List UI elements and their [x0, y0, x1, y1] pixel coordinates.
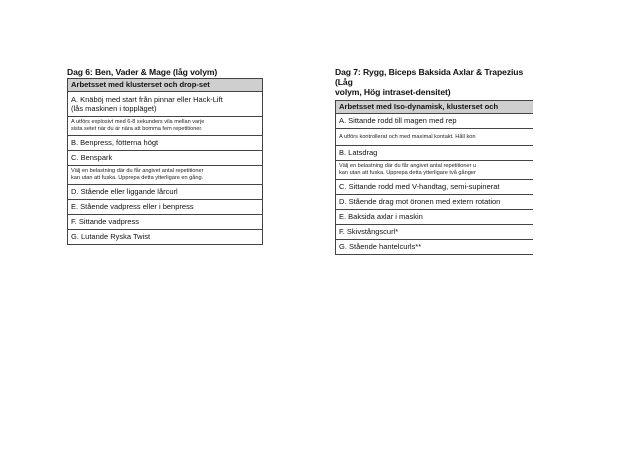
day6-exercise-c: C. Benspark — [68, 151, 262, 166]
day6-note-a: A utförs explosivt med 6-8 sekunders vila mellan varje sista setet när du är nära att bomma fem repetitioner. — [68, 117, 262, 136]
day7-exercise-c: C. Sittande rodd med V-handtag, semi-supinerat — [336, 180, 533, 195]
day6-exercise-d: D. Stående eller liggande lårcurl — [68, 185, 262, 200]
day6-note-c: Välj en belastning där du får angivet antal repetitioner kan utan att fuska. Upprepa detta ytterligare en gång. — [68, 166, 262, 185]
day7-section — [335, 67, 533, 255]
day7-exercise-e: E. Baksida axlar i maskin — [336, 210, 533, 225]
day7-exercise-b: B. Latsdrag — [336, 146, 533, 161]
day6-exercise-f: F. Sittande vadpress — [68, 215, 262, 230]
day7-table-header: Arbetsset med Iso-dynamisk, klusterset och — [336, 101, 533, 114]
day6-table-header: Arbetsset med klusterset och drop-set — [68, 79, 262, 92]
day7-table — [335, 100, 533, 255]
day7-note-b: Välj en belastning där du får angivet antal repetitioner u kan utan att fuska. Upprepa detta ytterligare två gånger — [336, 161, 533, 180]
day7-title: Dag 7: Rygg, Biceps Baksida Axlar & Trapezius (Låg volym, Hög intraset-densitet) — [335, 67, 524, 97]
day6-exercise-b: B. Benpress, fötterna högt — [68, 136, 262, 151]
day7-note-a: A utförs kontrollerat och med maximal kontakt. Håll kon — [336, 129, 533, 146]
day7-exercise-a: A. Sittande rodd till magen med rep — [336, 114, 533, 129]
day7-exercise-g: G. Stående hantelcurls** — [336, 240, 533, 255]
day6-exercise-g: G. Lutande Ryska Twist — [68, 230, 262, 245]
day6-exercise-a: A. Knäböj med start från pinnar eller Hack-Lift (lås maskinen i toppläget) — [68, 92, 262, 117]
day6-title: Dag 6: Ben, Vader & Mage (låg volym) — [67, 67, 218, 77]
day6-table — [67, 78, 263, 245]
day6-exercise-e: E. Stående vadpress eller i benpress — [68, 200, 262, 215]
day6-section — [67, 67, 263, 245]
day7-exercise-f: F. Skivstångscurl* — [336, 225, 533, 240]
day7-exercise-d: D. Stående drag mot öronen med extern rotation — [336, 195, 533, 210]
